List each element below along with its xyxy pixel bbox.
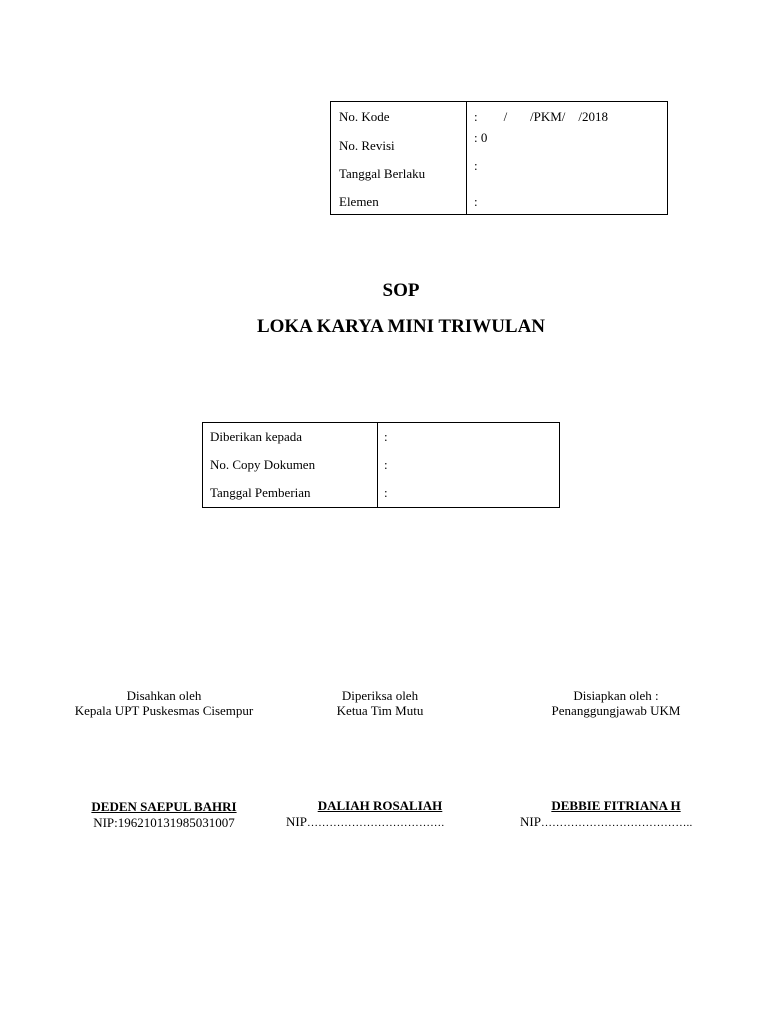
no-revisi-value: : 0 [474, 130, 488, 145]
tanggal-berlaku-label: Tanggal Berlaku [339, 166, 426, 181]
distribution-table [202, 422, 560, 508]
table-divider [377, 423, 378, 507]
signature-role-reviewer [300, 688, 460, 718]
no-copy-dokumen-value: : [384, 457, 388, 472]
no-revisi-label: No. Revisi [339, 138, 395, 153]
reviewer-nip [286, 814, 444, 830]
reviewer-role-line2: Ketua Tim Mutu [336, 703, 424, 718]
approver-nip [54, 815, 274, 831]
preparer-role-line2: Penanggungjawab UKM [551, 703, 681, 718]
tanggal-berlaku-value: : [474, 158, 478, 173]
no-copy-dokumen-label: No. Copy Dokumen [210, 457, 316, 472]
diberikan-kepada-value: : [384, 429, 388, 444]
reviewer-nip-label: NIP [286, 814, 307, 829]
document-title: LOKA KARYA MINI TRIWULAN [256, 316, 546, 337]
tanggal-pemberian-value: : [384, 485, 388, 500]
elemen-label: Elemen [339, 194, 379, 209]
document-type-title: SOP [382, 280, 420, 301]
document-info-table [330, 101, 668, 215]
no-kode-label: No. Kode [339, 109, 390, 124]
reviewer-name: DALIAH ROSALIAH [317, 798, 443, 813]
diberikan-kepada-label: Diberikan kepada [210, 429, 303, 444]
no-kode-value: : / /PKM/ /2018 [474, 109, 608, 124]
tanggal-pemberian-label: Tanggal Pemberian [210, 485, 311, 500]
approver-name: DEDEN SAEPUL BAHRI [91, 799, 237, 814]
preparer-nip [520, 814, 692, 830]
signature-role-approver [54, 688, 274, 718]
preparer-name: DEBBIE FITRIANA H [551, 798, 681, 813]
preparer-nip-dots: ………………………………….. [540, 817, 693, 829]
reviewer-role-line1: Diperiksa oleh [341, 688, 419, 703]
signature-role-preparer [526, 688, 706, 718]
elemen-value: : [474, 194, 478, 209]
approver-role-line1: Disahkan oleh [126, 688, 202, 703]
approver-nip-text: NIP:196210131985031007 [93, 815, 235, 830]
reviewer-nip-dots: ………………………………. [306, 817, 445, 829]
preparer-role-line1: Disiapkan oleh : [573, 688, 659, 703]
approver-role-line2: Kepala UPT Puskesmas Cisempur [74, 703, 254, 718]
table-divider [466, 102, 467, 214]
preparer-nip-label: NIP [520, 814, 541, 829]
